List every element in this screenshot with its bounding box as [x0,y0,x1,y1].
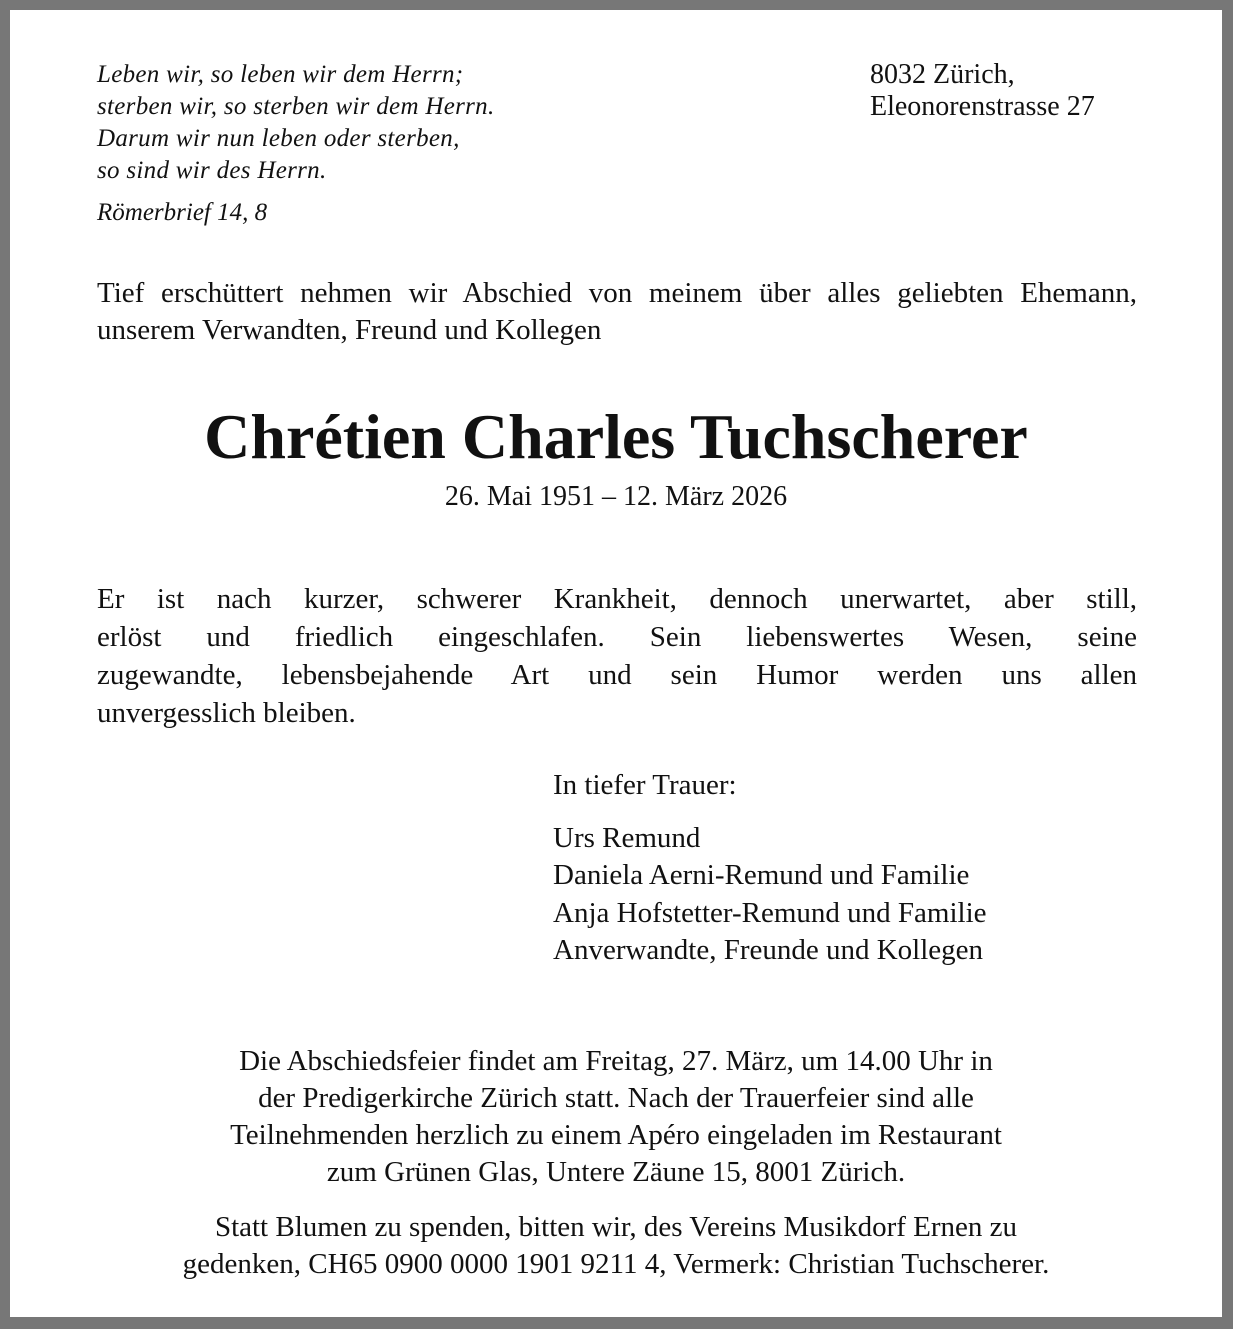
mourner-name: Anja Hofstetter-Remund und Familie [553,896,987,929]
life-dates: 26. Mai 1951 – 12. März 2026 [444,481,788,512]
address [870,59,1095,123]
mourners-heading: In tiefer Trauer: [553,769,737,801]
bible-verse [97,59,495,187]
verse-line: Leben wir, so leben wir dem Herrn; [97,61,464,88]
verse-line: Darum wir nun leben oder sterben, [97,125,460,152]
service-line: der Predigerkirche Zürich statt. Nach der Trauerfeier sind alle [258,1082,974,1114]
donation-line: Statt Blumen zu spenden, bitten wir, des Vereins Musikdorf Ernen zu [214,1211,1018,1243]
donation-line: gedenken, CH65 0900 0000 1901 9211 4, Vermerk: Christian Tuchscherer. [182,1248,1050,1280]
paragraph-line: erlöst und friedlich eingeschlafen. Sein liebenswertes Wesen, seine [97,621,1137,653]
verse-line: sterben wir, so sterben wir dem Herrn. [97,93,495,120]
paragraph-line: zugewandte, lebensbejahende Art und sein Humor werden uns allen [97,659,1137,691]
service-line: Teilnehmenden herzlich zu einem Apéro eingeladen im Restaurant [230,1119,1002,1151]
address-line: 8032 Zürich, [870,59,1015,90]
service-line: zum Grünen Glas, Untere Zäune 15, 8001 Zürich. [326,1156,906,1188]
obituary-page [10,10,1222,1317]
donation-info [10,1209,1222,1283]
mourner-name: Urs Remund [553,821,701,854]
service-info [10,1043,1222,1191]
mourners-block [553,767,987,970]
address-line: Eleonorenstrasse 27 [870,91,1095,122]
tribute-paragraph [97,580,1137,732]
verse-line: so sind wir des Herrn. [97,157,327,184]
paragraph-line: Er ist nach kurzer, schwerer Krankheit, dennoch unerwartet, aber still, [97,583,1137,615]
service-line: Die Abschiedsfeier findet am Freitag, 27. März, um 14.00 Uhr in [239,1045,993,1077]
mourner-name: Anverwandte, Freunde und Kollegen [553,934,984,966]
mourner-name: Daniela Aerni-Remund und Familie [553,859,970,891]
deceased-name: Chrétien Charles Tuchscherer [204,401,1028,472]
paragraph-line: unvergesslich bleiben. [97,697,356,729]
verse-reference: Römerbrief 14, 8 [97,199,268,226]
intro-text: Tief erschüttert nehmen wir Abschied von meinem über alles geliebten Ehemann, unserem Verwandten, Freund und Kollegen [97,277,1137,346]
